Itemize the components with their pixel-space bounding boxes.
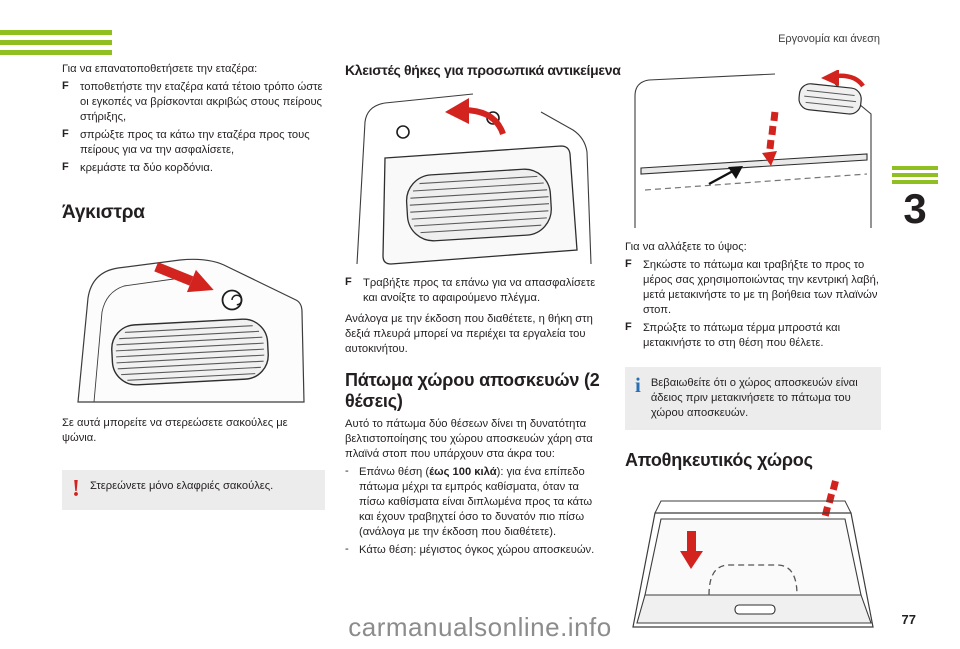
instruction-item (62, 128, 325, 158)
storage-drawing (625, 479, 880, 631)
warning-text: Στερεώνετε μόνο ελαφριές σακούλες. (90, 480, 274, 492)
body-paragraph: Ανάλογα με την έκδοση που διαθέτετε, η θήκη στη δεξιά πλευρά μπορεί να περιέχει τα εργαλεία του αυτοκινήτου. (345, 313, 593, 355)
intro-text: Για να επανατοποθετήσετε την εταζέρα: (62, 63, 258, 75)
closed-compartment-illustration (345, 88, 603, 268)
warning-box (62, 470, 325, 510)
section-heading-hooks: Άγκιστρα (62, 202, 145, 223)
page-number: 77 (901, 612, 916, 627)
body-paragraph: Αυτό το πάτωμα δύο θέσεων δίνει τη δυνατότητα βελτιστοποίησης του χώρου αποσκευών χάρη στα πλαϊνά στοπ που υπάρχουν στα άκρα του: (345, 418, 593, 461)
column-middle (345, 62, 621, 558)
green-bar (0, 50, 112, 55)
instruction-item (62, 80, 325, 125)
dash-marker: - (345, 465, 349, 478)
pointer-marker-icon: F (625, 321, 632, 333)
column-right (625, 62, 881, 631)
green-bar (0, 40, 112, 45)
boot-floor-illustration (625, 70, 881, 232)
chapter-number: 3 (903, 185, 927, 232)
text-segment: ): για ένα επίπεδο πάτωμα μέχρι τα εμπρός καθίσματα, όταν τα πίσω καθίσματα είναι διπλωμένα προς τα κάτω και έχουν τραβηχτεί όσο το δυνατόν πιο πίσω (ανάλογα με την έκδοση που διαθέτετε). (359, 466, 593, 539)
green-bar (892, 166, 938, 170)
section-heading-boot-floor: Πάτωμα χώρου αποσκευών (2 θέσεις) (345, 370, 600, 411)
instruction-text: Σηκώστε το πάτωμα και τραβήξτε το προς το μέρος σας χρησιμοποιώντας την κεντρική λαβή, μετά μετακινήστε το με τη βοήθεια των πλαϊνών στοπ. (643, 259, 879, 316)
info-icon: i (635, 373, 641, 397)
hooks-illustration (62, 236, 325, 408)
chapter-marker (892, 166, 938, 230)
pointer-marker-icon: F (62, 80, 69, 92)
floor-panel (645, 519, 861, 595)
text-segment: Επάνω θέση ( (359, 466, 430, 479)
running-header: Εργονομία και άνεση (778, 33, 880, 45)
instruction-item (62, 161, 325, 176)
list-item (345, 543, 603, 558)
instruction-text: σπρώξτε προς τα κάτω την εταζέρα προς τους πείρους για να την ασφαλίσετε, (80, 129, 310, 156)
text-segment: Κάτω θέση: μέγιστος όγκος χώρου αποσκευών. (359, 544, 595, 557)
list-item-text (359, 543, 594, 558)
info-box (625, 367, 881, 430)
watermark: carmanualsonline.info (348, 612, 612, 642)
pointer-marker-icon: F (345, 276, 352, 288)
instruction-text: κρεμάστε τα δύο κορδόνια. (80, 162, 213, 174)
pointer-marker-icon: F (62, 161, 69, 173)
bold-text-segment: έως 100 κιλά (429, 466, 497, 479)
instruction-item (625, 321, 881, 351)
instruction-item (345, 276, 603, 306)
green-bar (892, 180, 938, 184)
header-decoration-bars (0, 30, 112, 60)
section-heading-storage: Αποθηκευτικός χώρος (625, 450, 813, 470)
red-dashed-arrow-icon (762, 112, 778, 166)
info-text: Βεβαιωθείτε ότι ο χώρος αποσκευών είναι άδειος πριν μετακινήσετε το πάτωμα του χώρου αποσκευών. (650, 377, 858, 419)
green-bar (0, 30, 112, 35)
section-heading-closed-compartments: Κλειστές θήκες για προσωπικά αντικείμενα (345, 62, 621, 78)
column-left (62, 62, 325, 510)
storage-compartment-illustration (625, 479, 881, 631)
intro-text: Για να αλλάξετε το ύψος: (625, 241, 747, 253)
boot-floor-drawing (625, 70, 880, 232)
red-curved-arrow-icon (445, 98, 503, 134)
shelf-board (641, 154, 867, 174)
hook-icon (223, 291, 242, 310)
pointer-marker-icon: F (62, 128, 69, 140)
red-curved-arrow-icon (821, 70, 863, 86)
dashed-guide-line (645, 174, 867, 190)
list-item-text (359, 465, 603, 540)
shelf-grille (798, 83, 862, 115)
list-item (345, 465, 603, 540)
instruction-text: Τραβήξτε προς τα επάνω για να απασφαλίσετε και ανοίξτε το αφαιρούμενο πλέγμα. (363, 277, 596, 304)
instruction-text: Σπρώξτε το πάτωμα τέρμα μπροστά και μετακινήστε το στη θέση που θέλετε. (643, 322, 841, 349)
instruction-text: τοποθετήστε την εταζέρα κατά τέτοιο τρόπο ώστε οι εγκοπές να βρίσκονται ακριβώς στους πείρους στήριξης, (80, 81, 323, 123)
pointer-marker-icon: F (625, 258, 632, 270)
compartment-drawing (345, 88, 603, 268)
mesh-grille (405, 168, 553, 243)
hook-icon (397, 126, 409, 138)
green-bar (892, 173, 938, 177)
instruction-item (625, 258, 881, 318)
speaker-grille (111, 318, 270, 386)
hooks-drawing (62, 236, 324, 408)
illustration-caption: Σε αυτά μπορείτε να στερεώσετε σακούλες με ψώνια. (62, 417, 288, 444)
dash-marker: - (345, 543, 349, 556)
warning-icon: ! (72, 476, 80, 502)
